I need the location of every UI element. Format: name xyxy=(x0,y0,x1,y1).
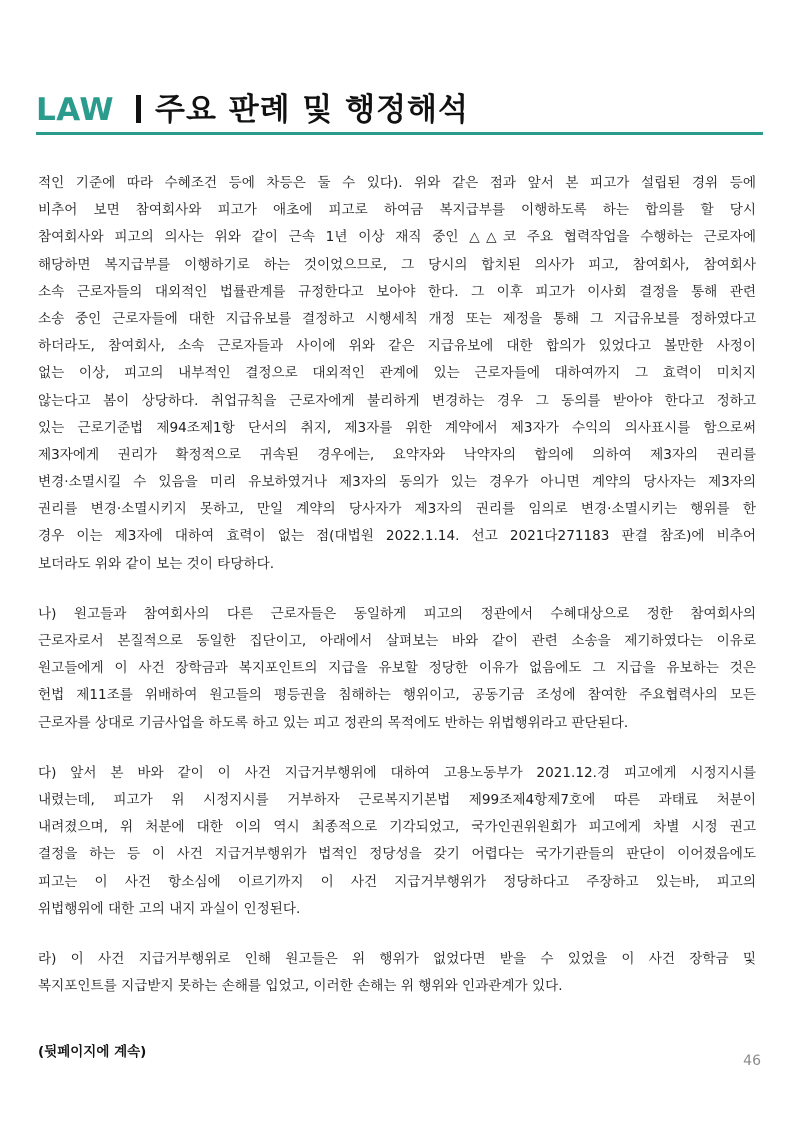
text-line: 내렸는데, 피고가 위 시정지시를 거부하자 근로복지기본법 제99조제4항제7호에 따른 과태료 처분이 xyxy=(38,791,756,808)
continued-note: (뒷페이지에 계속) xyxy=(38,1044,147,1060)
text-line: 없는 이상, 피고의 내부적인 결정으로 대외적인 관계에 있는 근로자들에 대하여까지 그 효력이 미치지 xyxy=(38,365,756,382)
text-line: 보더라도 위와 같이 보는 것이 타당하다. xyxy=(38,555,275,572)
page-header xyxy=(36,84,763,136)
text-line: 근로자로서 본질적으로 동일한 집단이고, 아래에서 살펴보는 바와 같이 관련 소송을 제기하였다는 이유로 xyxy=(38,633,756,649)
page-number: 46 xyxy=(743,1053,761,1069)
text-line: 변경·소멸시킬 수 있음을 미리 유보하였거나 제3자의 동의가 있는 경우가 아니면 계약의 당사자는 제3자의 xyxy=(38,474,756,491)
text-line: 참여회사와 피고의 의사는 위와 같이 근속 1년 이상 재직 중인 △△코 주요 협력작업을 수행하는 근로자에 xyxy=(38,229,756,246)
text-line: 하더라도, 참여회사, 소속 근로자들과 사이에 위와 같은 지급유보에 대한 합의가 있었다고 볼만한 사정이 xyxy=(38,338,756,355)
text-line: 피고는 이 사건 항소심에 이르기까지 이 사건 지급거부행위가 정당하다고 주장하고 있는바, 피고의 xyxy=(38,873,756,890)
paragraph-ra xyxy=(38,946,756,1000)
text-line: 비추어 보면 참여회사와 피고가 애초에 피고로 하여금 복지급부를 이행하도록 하는 합의를 할 당시 xyxy=(38,202,756,219)
text-line: 소속 근로자들의 대외적인 법률관계를 규정한다고 보아야 한다. 그 이후 피고가 이사회 결정을 통해 관련 xyxy=(38,283,756,300)
section-label: LAW xyxy=(36,92,115,128)
text-line: 경우 이는 제3자에 대하여 효력이 없는 점(대법원 2022.1.14. 선고 2021다271183 판결 참조)에 비추어 xyxy=(38,528,756,545)
header-rule xyxy=(36,132,763,135)
text-line: 나) 원고들과 참여회사의 다른 근로자들은 동일하게 피고의 정관에서 수혜대상으로 정한 참여회사의 xyxy=(38,605,756,622)
text-line: 복지포인트를 지급받지 못하는 손해를 입었고, 이러한 손해는 위 행위와 인과관계가 있다. xyxy=(38,978,563,995)
text-line: 권리를 변경·소멸시키지 못하고, 만일 계약의 당사자가 제3자의 권리를 임의로 변경·소멸시키는 행위를 한 xyxy=(38,501,756,518)
text-line: 않는다고 봄이 상당하다. 취업규칙을 근로자에게 불리하게 변경하는 경우 그 동의를 받아야 한다고 정하고 xyxy=(38,392,756,409)
text-line: 해당하면 복지급부를 이행하기로 하는 것이었으므로, 그 당시의 합치된 의사가 피고, 참여회사, 참여회사 xyxy=(38,256,756,273)
text-line: 라) 이 사건 지급거부행위로 인해 원고들은 위 행위가 없었다면 받을 수 있었을 이 사건 장학금 및 xyxy=(38,950,756,967)
page-title: 주요 판례 및 행정해석 xyxy=(155,92,469,128)
paragraph-continued xyxy=(38,170,756,578)
text-line: 위법행위에 대한 고의 내지 과실이 인정된다. xyxy=(38,900,301,917)
header-title-row xyxy=(36,84,763,130)
text-line: 근로자를 상대로 기금사업을 하도록 하고 있는 피고 정관의 목적에도 반하는 위법행위라고 판단된다. xyxy=(38,714,629,731)
text-line: 내려졌으며, 위 처분에 대한 이의 역시 최종적으로 기각되었고, 국가인권위원회가 피고에게 차별 시정 권고 xyxy=(38,819,756,836)
document-body xyxy=(38,170,756,1023)
text-line: 결정을 하는 등 이 사건 지급거부행위가 법적인 정당성을 갖기 어렵다는 국가기관들의 판단이 이어졌음에도 xyxy=(38,846,756,863)
paragraph-da xyxy=(38,760,756,923)
text-line: 적인 기준에 따라 수혜조건 등에 차등은 둘 수 있다). 위와 같은 점과 앞서 본 피고가 설립된 경위 등에 xyxy=(38,175,756,191)
text-line: 제3자에게 권리가 확정적으로 귀속된 경우에는, 요약자와 낙약자의 합의에 의하여 제3자의 권리를 xyxy=(38,446,756,463)
text-line: 원고들에게 이 사건 장학금과 복지포인트의 지급을 유보할 정당한 이유가 없음에도 그 지급을 유보하는 것은 xyxy=(38,660,756,677)
paragraph-na xyxy=(38,601,756,737)
text-line: 헌법 제11조를 위배하여 원고들의 평등권을 침해하는 행위이고, 공동기금 조성에 참여한 주요협력사의 모든 xyxy=(38,687,756,704)
title-divider-bar xyxy=(136,95,141,123)
text-line: 다) 앞서 본 바와 같이 이 사건 지급거부행위에 대하여 고용노동부가 2021.12.경 피고에게 시정지시를 xyxy=(38,764,756,781)
text-line: 소송 중인 근로자들에 대한 지급유보를 결정하고 시행세칙 개정 또는 제정을 통해 그 지급유보를 정하였다고 xyxy=(38,310,756,327)
text-line: 있는 근로기준법 제94조제1항 단서의 취지, 제3자를 위한 계약에서 제3자가 수익의 의사표시를 함으로써 xyxy=(38,419,756,436)
